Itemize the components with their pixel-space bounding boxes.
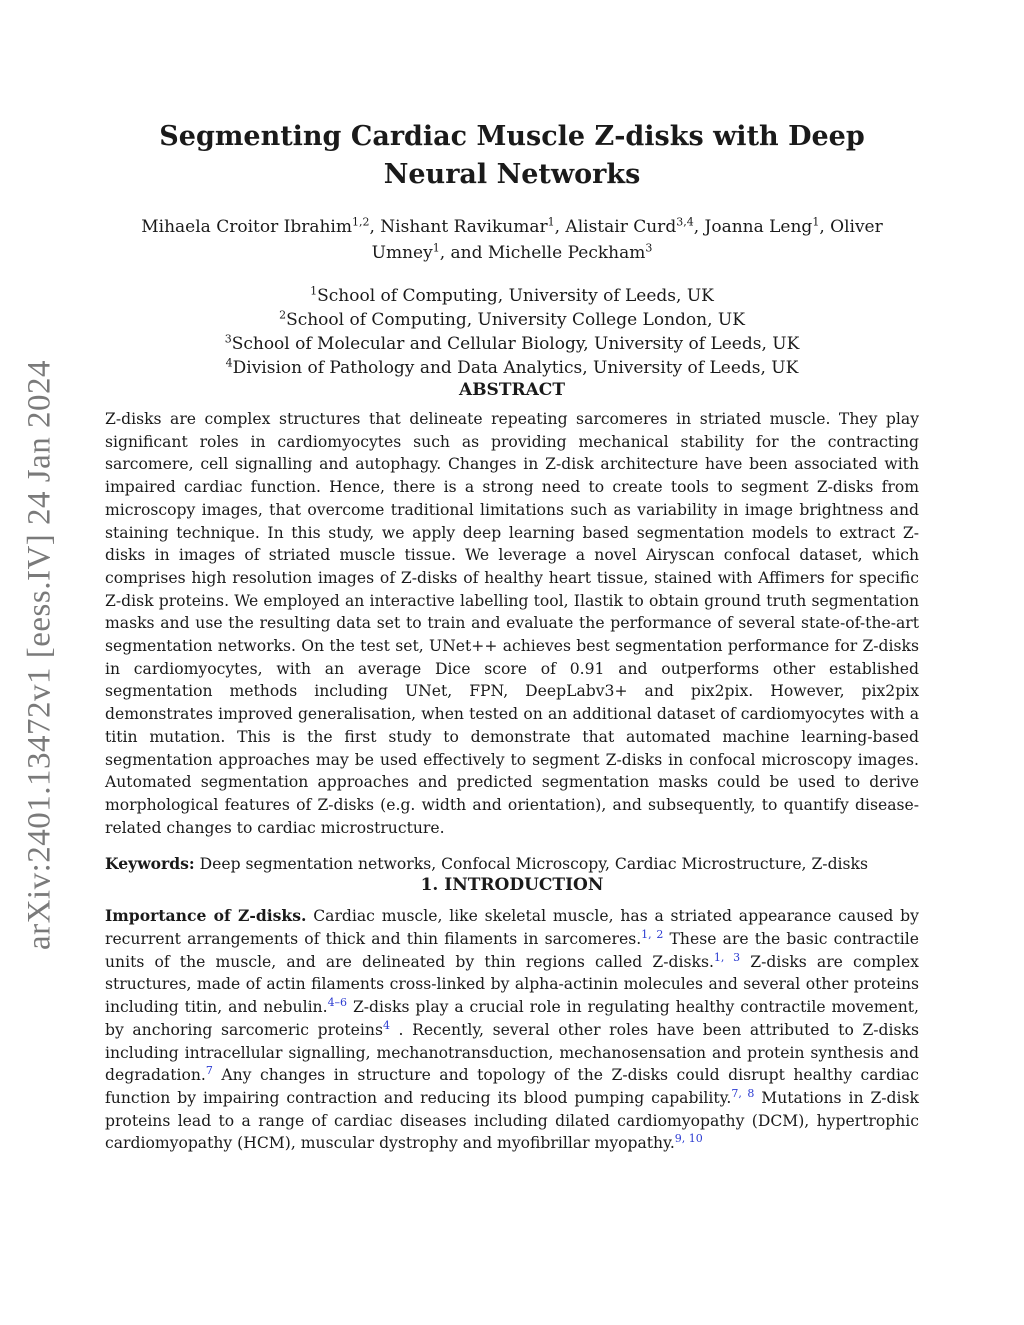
introduction-heading: 1. INTRODUCTION xyxy=(420,875,604,896)
affiliation-text: Division of Pathology and Data Analytics, University of Leeds, UK xyxy=(232,358,799,378)
arxiv-id-text: arXiv:2401.13472v1 [eess.IV] 24 Jan 2024 xyxy=(21,359,58,951)
arxiv-identifier xyxy=(20,355,60,955)
citation-link[interactable]: 4 xyxy=(382,1018,390,1032)
citation-link[interactable]: 4–6 xyxy=(327,995,348,1009)
citation-link[interactable]: 1, 2 xyxy=(641,927,664,941)
keywords-text: Deep segmentation networks, Confocal Microscopy, Cardiac Microstructure, Z-disks xyxy=(199,855,868,874)
intro-sentence: Z-disks play a crucial role in regulating healthy contractile movement, by anchoring sarcomeric proteins xyxy=(105,998,919,1039)
author-affil-sup: 1,2 xyxy=(351,215,370,229)
affiliation-text: School of Computing, University College London, UK xyxy=(286,310,745,330)
affiliation-text: School of Computing, University of Leeds, UK xyxy=(317,286,714,306)
author-affil-sup: 3,4 xyxy=(676,215,694,229)
author-affil-sup: 1 xyxy=(812,215,820,229)
paper-title: Segmenting Cardiac Muscle Z-disks with Deep Neural Networks xyxy=(159,121,865,190)
abstract-text: Z-disks are complex structures that delineate repeating sarcomeres in striated muscle. They play significant roles in cardiomyocytes such as providing mechanical stability for the contracting sarcomere, cell signalling and autophagy. Changes in Z-disk architecture have been associated with impaired cardiac function. Hence, there is a strong need to create tools to segment Z-disks from microscopy images, that overcome traditional limitations such as variability in image brightness and staining technique. In this study, we apply deep learning based segmentation models to extract Z-disks in images of striated muscle tissue. We leverage a novel Airyscan confocal dataset, which comprises high resolution images of Z-disks of healthy heart tissue, stained with Affimers for specific Z-disk proteins. We employed an interactive labelling tool, Ilastik to obtain ground truth segmentation masks and use the resulting data set to train and evaluate the performance of several state-of-the-art segmentation networks. On the test set, UNet++ achieves best segmentation performance for Z-disks in cardiomyocytes, with an average Dice score of 0.91 and outperforms other established segmentation methods including UNet, FPN, DeepLabv3+ and pix2pix. However, pix2pix demonstrates improved generalisation, when tested on an additional dataset of cardiomyocytes with a titin mutation. This is the first study to demonstrate that automated machine learning-based segmentation approaches may be used effectively to segment Z-disks in confocal microscopy images. Automated segmentation approaches and predicted segmentation masks could be used to derive morphological features of Z-disks (e.g. width and orientation), and subsequently, to quantify disease-related changes to cardiac microstructure. xyxy=(105,410,919,837)
author-name: Alistair Curd xyxy=(565,217,677,237)
affiliation-sup: 1 xyxy=(310,284,318,298)
introduction-paragraph xyxy=(105,905,919,1155)
paragraph-lead: Importance of Z-disks. xyxy=(105,906,307,926)
affiliation-sup: 2 xyxy=(279,308,287,322)
keywords xyxy=(105,853,919,875)
intro-sentence: Mutations in Z-disk proteins lead to a range of cardiac diseases including dilated cardiomyopathy (DCM), hypertrophic cardiomyopathy (HCM), muscular dystrophy and myofibrillar myopathy. xyxy=(105,1088,919,1153)
abstract-heading: ABSTRACT xyxy=(459,380,565,400)
intro-sentence: Z-disks are complex structures, made of actin filaments cross-linked by alpha-actinin molecules and several other proteins including titin, and nebulin. xyxy=(105,952,919,1017)
affiliation-sup: 4 xyxy=(225,356,233,370)
author-name: Nishant Ravikumar xyxy=(380,217,548,237)
author-name: Mihaela Croitor Ibrahim xyxy=(141,217,352,237)
intro-sentence: These are the basic contractile units of the muscle, and are delineated by thin regions called Z-disks. xyxy=(105,930,919,971)
citation-link[interactable]: 9, 10 xyxy=(674,1132,703,1146)
author-name: Oliver Umney xyxy=(371,217,883,263)
citation-link[interactable]: 7, 8 xyxy=(731,1086,755,1100)
intro-sentence: Any changes in structure and topology of the Z-disks could disrupt healthy cardiac function by impairing contraction and reducing its blood pumping capability. xyxy=(105,1066,919,1107)
affiliation-sup: 3 xyxy=(224,332,232,346)
citation-link[interactable]: 1, 3 xyxy=(713,950,741,964)
paper-page xyxy=(105,118,919,1155)
author-list: Mihaela Croitor Ibrahim$^{1,2}$, Nishant Ravikumar$^1$, Alistair Curd$^{3,4}$, Joanna Leng$^1$, Oliver Umney$^1$, and Michelle Peckham$^3$ xyxy=(141,215,883,263)
intro-sentence: . Recently, several other roles have been attributed to Z-disks including intracellular signalling, mechanotransduction, mechanosensation and protein synthesis and degradation. xyxy=(105,1020,919,1085)
intro-sentence: Cardiac muscle, like skeletal muscle, has a striated appearance caused by recurrent arrangements of thick and thin filaments in sarcomeres. xyxy=(105,907,919,949)
affiliation xyxy=(105,308,919,332)
author-name: Michelle Peckham xyxy=(487,243,646,263)
author-conjunction: and xyxy=(450,243,483,263)
keywords-label: Keywords: xyxy=(105,854,195,874)
author-name: Joanna Leng xyxy=(704,217,813,237)
citation-link[interactable]: 7 xyxy=(205,1064,213,1078)
affiliation xyxy=(105,284,919,308)
affiliation-text: School of Molecular and Cellular Biology, University of Leeds, UK xyxy=(231,334,800,354)
affiliation xyxy=(105,332,919,356)
affiliation xyxy=(105,356,919,380)
author-affil-sup: 1 xyxy=(432,241,440,255)
affiliation-list xyxy=(105,284,919,380)
author-affil-sup: 1 xyxy=(547,215,555,229)
author-affil-sup: 3 xyxy=(645,241,653,255)
